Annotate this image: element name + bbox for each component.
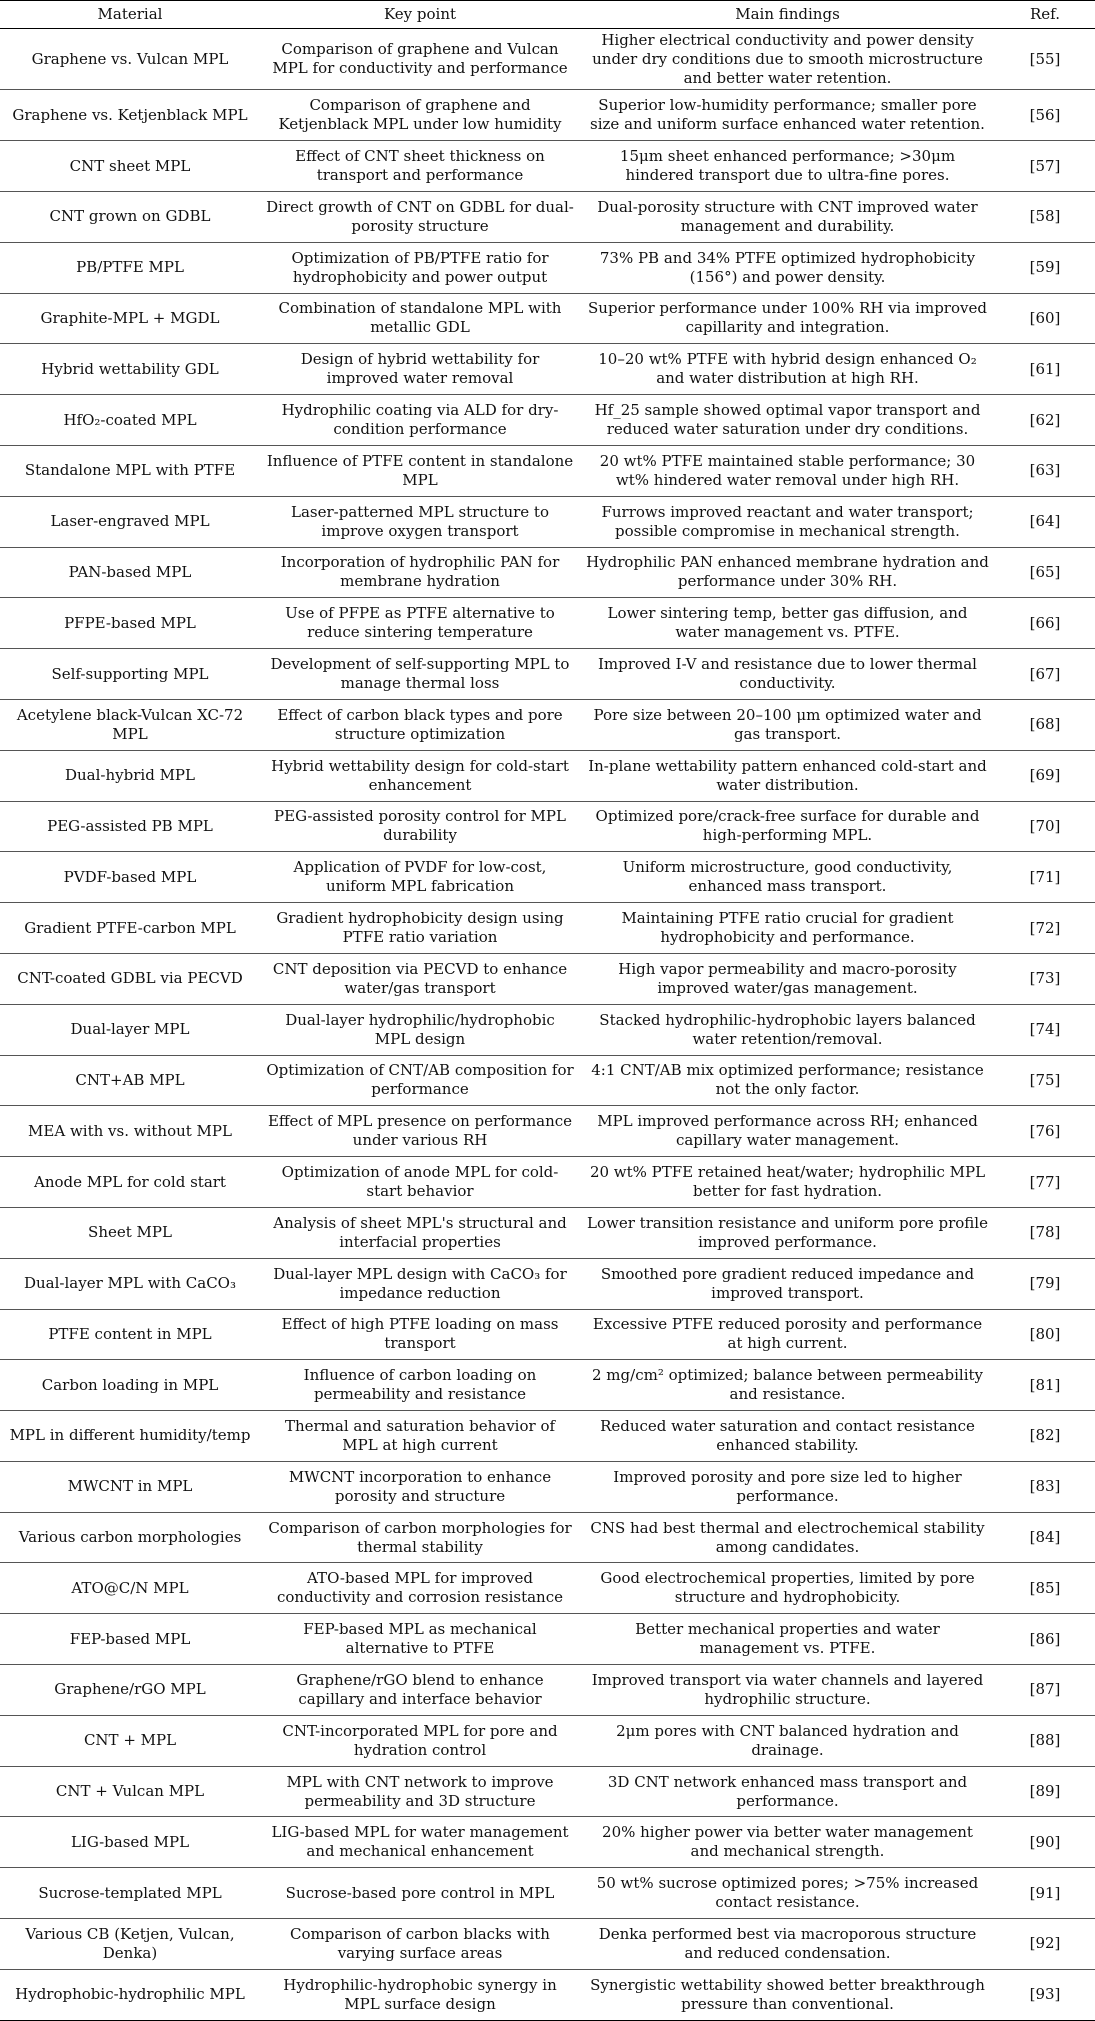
cell-key-point: MPL with CNT network to improve permeability and 3D structure	[260, 1766, 580, 1817]
cell-material: CNT-coated GDBL via PECVD	[0, 953, 260, 1004]
cell-material: Dual-layer MPL with CaCO₃	[0, 1258, 260, 1309]
cell-key-point: Comparison of carbon morphologies for thermal stability	[260, 1512, 580, 1563]
cell-main-finding: 3D CNT network enhanced mass transport and performance.	[580, 1766, 995, 1817]
cell-ref: [90]	[995, 1817, 1095, 1868]
table-header	[0, 1, 1095, 29]
cell-key-point: Incorporation of hydrophilic PAN for membrane hydration	[260, 547, 580, 598]
cell-ref: [85]	[995, 1563, 1095, 1614]
cell-main-finding: Maintaining PTFE ratio crucial for gradient hydrophobicity and performance.	[580, 903, 995, 954]
cell-main-finding: Lower transition resistance and uniform pore profile improved performance.	[580, 1207, 995, 1258]
cell-key-point: Dual-layer hydrophilic/hydrophobic MPL design	[260, 1004, 580, 1055]
cell-main-finding: 20% higher power via better water management and mechanical strength.	[580, 1817, 995, 1868]
cell-material: Hybrid wettability GDL	[0, 344, 260, 395]
cell-material: CNT + Vulcan MPL	[0, 1766, 260, 1817]
table-row	[0, 395, 1095, 446]
cell-main-finding: MPL improved performance across RH; enhanced capillary water management.	[580, 1106, 995, 1157]
cell-key-point: Hydrophilic coating via ALD for dry-condition performance	[260, 395, 580, 446]
cell-key-point: Effect of CNT sheet thickness on transport and performance	[260, 141, 580, 192]
table-row	[0, 1309, 1095, 1360]
cell-ref: [78]	[995, 1207, 1095, 1258]
table-row	[0, 598, 1095, 649]
cell-main-finding: Reduced water saturation and contact resistance enhanced stability.	[580, 1411, 995, 1462]
cell-material: PB/PTFE MPL	[0, 242, 260, 293]
cell-ref: [56]	[995, 90, 1095, 141]
cell-ref: [88]	[995, 1715, 1095, 1766]
header-main-findings: Main findings	[580, 1, 995, 29]
cell-main-finding: Pore size between 20–100 μm optimized water and gas transport.	[580, 699, 995, 750]
cell-main-finding: Optimized pore/crack-free surface for durable and high-performing MPL.	[580, 801, 995, 852]
cell-ref: [73]	[995, 953, 1095, 1004]
table-row	[0, 801, 1095, 852]
table-row	[0, 1411, 1095, 1462]
cell-key-point: LIG-based MPL for water management and mechanical enhancement	[260, 1817, 580, 1868]
cell-key-point: Optimization of CNT/AB composition for performance	[260, 1055, 580, 1106]
cell-main-finding: High vapor permeability and macro-porosity improved water/gas management.	[580, 953, 995, 1004]
cell-material: MEA with vs. without MPL	[0, 1106, 260, 1157]
cell-main-finding: Denka performed best via macroporous structure and reduced condensation.	[580, 1919, 995, 1970]
cell-material: Gradient PTFE-carbon MPL	[0, 903, 260, 954]
cell-ref: [81]	[995, 1360, 1095, 1411]
table-row	[0, 1919, 1095, 1970]
table-row	[0, 1055, 1095, 1106]
cell-key-point: Dual-layer MPL design with CaCO₃ for impedance reduction	[260, 1258, 580, 1309]
cell-ref: [68]	[995, 699, 1095, 750]
table-row	[0, 1868, 1095, 1919]
cell-main-finding: Hydrophilic PAN enhanced membrane hydration and performance under 30% RH.	[580, 547, 995, 598]
cell-main-finding: 4:1 CNT/AB mix optimized performance; resistance not the only factor.	[580, 1055, 995, 1106]
table-row	[0, 29, 1095, 90]
cell-main-finding: CNS had best thermal and electrochemical stability among candidates.	[580, 1512, 995, 1563]
cell-material: Graphene vs. Vulcan MPL	[0, 29, 260, 90]
cell-ref: [75]	[995, 1055, 1095, 1106]
cell-material: CNT sheet MPL	[0, 141, 260, 192]
table-row	[0, 1766, 1095, 1817]
cell-key-point: Application of PVDF for low-cost, uniform MPL fabrication	[260, 852, 580, 903]
cell-ref: [91]	[995, 1868, 1095, 1919]
cell-key-point: ATO-based MPL for improved conductivity and corrosion resistance	[260, 1563, 580, 1614]
cell-ref: [65]	[995, 547, 1095, 598]
cell-ref: [70]	[995, 801, 1095, 852]
cell-key-point: Comparison of graphene and Vulcan MPL for conductivity and performance	[260, 29, 580, 90]
cell-ref: [63]	[995, 445, 1095, 496]
cell-key-point: Effect of high PTFE loading on mass transport	[260, 1309, 580, 1360]
cell-material: Various CB (Ketjen, Vulcan, Denka)	[0, 1919, 260, 1970]
cell-material: HfO₂-coated MPL	[0, 395, 260, 446]
cell-material: PEG-assisted PB MPL	[0, 801, 260, 852]
cell-main-finding: Improved transport via water channels and layered hydrophilic structure.	[580, 1665, 995, 1716]
table-row	[0, 1106, 1095, 1157]
cell-ref: [74]	[995, 1004, 1095, 1055]
cell-key-point: CNT-incorporated MPL for pore and hydration control	[260, 1715, 580, 1766]
cell-key-point: Hybrid wettability design for cold-start enhancement	[260, 750, 580, 801]
cell-material: ATO@C/N MPL	[0, 1563, 260, 1614]
cell-main-finding: Uniform microstructure, good conductivity, enhanced mass transport.	[580, 852, 995, 903]
cell-ref: [83]	[995, 1461, 1095, 1512]
cell-ref: [62]	[995, 395, 1095, 446]
header-ref: Ref.	[995, 1, 1095, 29]
cell-ref: [86]	[995, 1614, 1095, 1665]
cell-ref: [82]	[995, 1411, 1095, 1462]
cell-main-finding: 15μm sheet enhanced performance; >30μm hindered transport due to ultra-fine pores.	[580, 141, 995, 192]
header-material: Material	[0, 1, 260, 29]
cell-material: Sheet MPL	[0, 1207, 260, 1258]
cell-main-finding: Stacked hydrophilic-hydrophobic layers balanced water retention/removal.	[580, 1004, 995, 1055]
cell-main-finding: Superior low-humidity performance; smaller pore size and uniform surface enhanced water retention.	[580, 90, 995, 141]
cell-main-finding: Hf_25 sample showed optimal vapor transport and reduced water saturation under dry conditions.	[580, 395, 995, 446]
table-row	[0, 1512, 1095, 1563]
table-row	[0, 1258, 1095, 1309]
cell-material: Self-supporting MPL	[0, 649, 260, 700]
cell-material: Laser-engraved MPL	[0, 496, 260, 547]
table-row	[0, 1207, 1095, 1258]
table-row	[0, 1004, 1095, 1055]
cell-ref: [72]	[995, 903, 1095, 954]
cell-key-point: Design of hybrid wettability for improved water removal	[260, 344, 580, 395]
table-row	[0, 1969, 1095, 2020]
table-row	[0, 903, 1095, 954]
cell-key-point: Gradient hydrophobicity design using PTFE ratio variation	[260, 903, 580, 954]
table-body	[0, 29, 1095, 2021]
cell-material: Hydrophobic-hydrophilic MPL	[0, 1969, 260, 2020]
cell-ref: [55]	[995, 29, 1095, 90]
table-row	[0, 1614, 1095, 1665]
cell-material: Dual-layer MPL	[0, 1004, 260, 1055]
cell-main-finding: Excessive PTFE reduced porosity and performance at high current.	[580, 1309, 995, 1360]
cell-material: Carbon loading in MPL	[0, 1360, 260, 1411]
cell-key-point: Optimization of anode MPL for cold-start behavior	[260, 1157, 580, 1208]
cell-main-finding: 73% PB and 34% PTFE optimized hydrophobicity (156°) and power density.	[580, 242, 995, 293]
cell-material: Graphite-MPL + MGDL	[0, 293, 260, 344]
cell-ref: [69]	[995, 750, 1095, 801]
cell-key-point: Hydrophilic-hydrophobic synergy in MPL surface design	[260, 1969, 580, 2020]
cell-ref: [84]	[995, 1512, 1095, 1563]
cell-main-finding: 50 wt% sucrose optimized pores; >75% increased contact resistance.	[580, 1868, 995, 1919]
cell-main-finding: 2μm pores with CNT balanced hydration and drainage.	[580, 1715, 995, 1766]
cell-ref: [57]	[995, 141, 1095, 192]
cell-key-point: PEG-assisted porosity control for MPL durability	[260, 801, 580, 852]
cell-key-point: Comparison of graphene and Ketjenblack MPL under low humidity	[260, 90, 580, 141]
cell-material: FEP-based MPL	[0, 1614, 260, 1665]
cell-key-point: Optimization of PB/PTFE ratio for hydrophobicity and power output	[260, 242, 580, 293]
cell-material: CNT grown on GDBL	[0, 191, 260, 242]
cell-key-point: Comparison of carbon blacks with varying surface areas	[260, 1919, 580, 1970]
header-key-point: Key point	[260, 1, 580, 29]
cell-ref: [59]	[995, 242, 1095, 293]
table-row	[0, 90, 1095, 141]
table-row	[0, 1157, 1095, 1208]
cell-main-finding: Furrows improved reactant and water transport; possible compromise in mechanical strength.	[580, 496, 995, 547]
cell-ref: [89]	[995, 1766, 1095, 1817]
table-row	[0, 649, 1095, 700]
cell-ref: [80]	[995, 1309, 1095, 1360]
table-row	[0, 344, 1095, 395]
cell-main-finding: Improved I-V and resistance due to lower thermal conductivity.	[580, 649, 995, 700]
table-row	[0, 1715, 1095, 1766]
cell-key-point: Combination of standalone MPL with metallic GDL	[260, 293, 580, 344]
cell-key-point: Effect of MPL presence on performance under various RH	[260, 1106, 580, 1157]
cell-ref: [79]	[995, 1258, 1095, 1309]
cell-ref: [71]	[995, 852, 1095, 903]
cell-ref: [77]	[995, 1157, 1095, 1208]
cell-ref: [76]	[995, 1106, 1095, 1157]
cell-main-finding: 2 mg/cm² optimized; balance between permeability and resistance.	[580, 1360, 995, 1411]
cell-ref: [92]	[995, 1919, 1095, 1970]
table-row	[0, 1360, 1095, 1411]
cell-ref: [64]	[995, 496, 1095, 547]
cell-main-finding: Improved porosity and pore size led to higher performance.	[580, 1461, 995, 1512]
cell-main-finding: Dual-porosity structure with CNT improved water management and durability.	[580, 191, 995, 242]
cell-key-point: Direct growth of CNT on GDBL for dual-porosity structure	[260, 191, 580, 242]
cell-ref: [67]	[995, 649, 1095, 700]
cell-material: Standalone MPL with PTFE	[0, 445, 260, 496]
cell-ref: [66]	[995, 598, 1095, 649]
cell-material: CNT+AB MPL	[0, 1055, 260, 1106]
cell-material: MWCNT in MPL	[0, 1461, 260, 1512]
table-row	[0, 953, 1095, 1004]
cell-main-finding: 20 wt% PTFE maintained stable performance; 30 wt% hindered water removal under high RH.	[580, 445, 995, 496]
cell-material: LIG-based MPL	[0, 1817, 260, 1868]
cell-main-finding: Higher electrical conductivity and power density under dry conditions due to smooth microstructure and better water retention.	[580, 29, 995, 90]
table-row	[0, 293, 1095, 344]
cell-ref: [87]	[995, 1665, 1095, 1716]
cell-material: MPL in different humidity/temp	[0, 1411, 260, 1462]
cell-main-finding: Synergistic wettability showed better breakthrough pressure than conventional.	[580, 1969, 995, 2020]
cell-ref: [93]	[995, 1969, 1095, 2020]
cell-material: Sucrose-templated MPL	[0, 1868, 260, 1919]
cell-material: Acetylene black-Vulcan XC-72 MPL	[0, 699, 260, 750]
cell-key-point: Influence of carbon loading on permeability and resistance	[260, 1360, 580, 1411]
cell-key-point: Laser-patterned MPL structure to improve oxygen transport	[260, 496, 580, 547]
cell-main-finding: Smoothed pore gradient reduced impedance and improved transport.	[580, 1258, 995, 1309]
cell-ref: [61]	[995, 344, 1095, 395]
cell-material: CNT + MPL	[0, 1715, 260, 1766]
cell-key-point: Effect of carbon black types and pore structure optimization	[260, 699, 580, 750]
table-row	[0, 496, 1095, 547]
cell-material: PFPE-based MPL	[0, 598, 260, 649]
cell-key-point: Sucrose-based pore control in MPL	[260, 1868, 580, 1919]
cell-key-point: MWCNT incorporation to enhance porosity and structure	[260, 1461, 580, 1512]
cell-ref: [58]	[995, 191, 1095, 242]
cell-material: Graphene vs. Ketjenblack MPL	[0, 90, 260, 141]
cell-ref: [60]	[995, 293, 1095, 344]
cell-main-finding: Lower sintering temp, better gas diffusion, and water management vs. PTFE.	[580, 598, 995, 649]
table-row	[0, 1817, 1095, 1868]
cell-material: PVDF-based MPL	[0, 852, 260, 903]
table-row	[0, 852, 1095, 903]
table-row	[0, 547, 1095, 598]
cell-key-point: Analysis of sheet MPL's structural and interfacial properties	[260, 1207, 580, 1258]
cell-key-point: Influence of PTFE content in standalone MPL	[260, 445, 580, 496]
header-row	[0, 1, 1095, 29]
table-row	[0, 1665, 1095, 1716]
table-row	[0, 699, 1095, 750]
table-row	[0, 1563, 1095, 1614]
cell-key-point: Graphene/rGO blend to enhance capillary and interface behavior	[260, 1665, 580, 1716]
cell-main-finding: Superior performance under 100% RH via improved capillarity and integration.	[580, 293, 995, 344]
table-row	[0, 191, 1095, 242]
cell-main-finding: In-plane wettability pattern enhanced cold-start and water distribution.	[580, 750, 995, 801]
cell-main-finding: 20 wt% PTFE retained heat/water; hydrophilic MPL better for fast hydration.	[580, 1157, 995, 1208]
cell-main-finding: 10–20 wt% PTFE with hybrid design enhanced O₂ and water distribution at high RH.	[580, 344, 995, 395]
table-row	[0, 1461, 1095, 1512]
cell-key-point: FEP-based MPL as mechanical alternative to PTFE	[260, 1614, 580, 1665]
table-row	[0, 242, 1095, 293]
cell-key-point: Thermal and saturation behavior of MPL at high current	[260, 1411, 580, 1462]
cell-material: Graphene/rGO MPL	[0, 1665, 260, 1716]
cell-material: PTFE content in MPL	[0, 1309, 260, 1360]
cell-key-point: Development of self-supporting MPL to manage thermal loss	[260, 649, 580, 700]
cell-material: Various carbon morphologies	[0, 1512, 260, 1563]
table-row	[0, 141, 1095, 192]
cell-key-point: Use of PFPE as PTFE alternative to reduce sintering temperature	[260, 598, 580, 649]
cell-material: Dual-hybrid MPL	[0, 750, 260, 801]
table-row	[0, 445, 1095, 496]
table-row	[0, 750, 1095, 801]
cell-key-point: CNT deposition via PECVD to enhance water/gas transport	[260, 953, 580, 1004]
cell-main-finding: Good electrochemical properties, limited by pore structure and hydrophobicity.	[580, 1563, 995, 1614]
cell-material: Anode MPL for cold start	[0, 1157, 260, 1208]
cell-main-finding: Better mechanical properties and water management vs. PTFE.	[580, 1614, 995, 1665]
cell-material: PAN-based MPL	[0, 547, 260, 598]
